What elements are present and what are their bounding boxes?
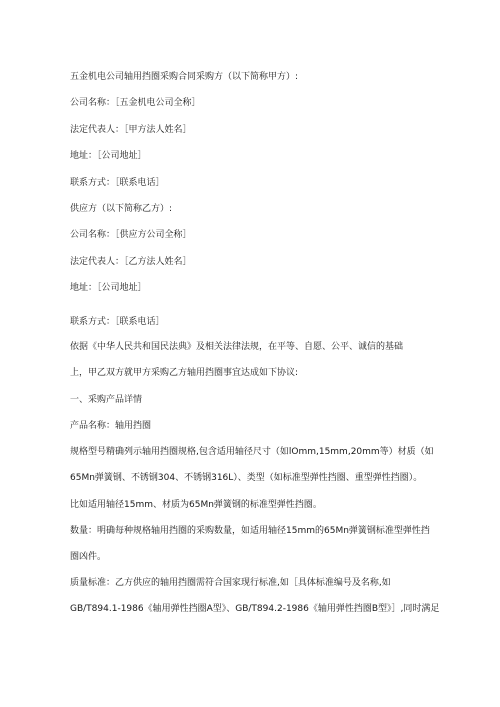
section-1-heading: 一、采购产品详情 [70, 395, 143, 405]
party-b-contact: 联系方式：［联系电话］ [70, 317, 165, 327]
party-b-legal-representative: 法定代表人：［乙方法人姓名］ [70, 257, 192, 267]
party-a-contact: 联系方式：［联系电话］ [70, 178, 165, 188]
party-a-address: 地址：［公司地址］ [70, 151, 147, 161]
spec-paragraph-line-3: 比如适用轴径15mm、材质为65Mn弹簧钢的标准型弹性挡圈。 [70, 500, 322, 510]
party-a-legal-representative: 法定代表人：［甲方法人姓名］ [70, 125, 192, 135]
quality-paragraph-line-1: 质量标准：乙方供应的轴用挡圈需符合国家现行标准,如［具体标准编号及名称,如 [70, 578, 391, 588]
quantity-paragraph-line-1: 数量：明确每种规格轴用挡圈的采购数量，如适用轴径15mm的65Mn弹簧钢标准型弹性挡 [70, 526, 430, 536]
party-b-address: 地址：［公司地址］ [70, 283, 147, 293]
quality-paragraph-line-2: GB/T894.1-1986《轴用弹性挡圈A型》、GB/T894.2-1986《轴用弹性挡圈B型》］,同时满足 [70, 604, 440, 614]
spec-paragraph-line-2: 65Mn弹簧钢、不锈钢304、不锈钢316L）、类型（如标准型弹性挡圈、重型弹性挡圈）。 [70, 473, 423, 483]
preamble-line-2: 上，甲乙双方就甲方采购乙方轴用挡圈事宜达成如下协议: [70, 368, 299, 378]
supplier-heading: 供应方（以下简称乙方）: [70, 204, 173, 214]
quantity-paragraph-line-2: 圈凶件。 [70, 552, 107, 562]
contract-title-purchaser-heading: 五金机电公司轴用挡圈采购合同采购方（以下简称甲方）: [70, 72, 299, 82]
spec-paragraph-line-1: 规格型号精确列示轴用挡圈规格,包含适用轴径尺寸（如lOmm,15mm,20mm等）材质（如 [70, 447, 434, 457]
preamble-line-1: 依据《中华人民共和国民法典》及相关法律法规，在平等、自愿、公平、诚信的基础 [70, 342, 404, 352]
party-a-company-name: 公司名称：［五金机电公司全称］ [70, 98, 201, 108]
party-b-company-name: 公司名称：［供应方公司全称］ [70, 230, 192, 240]
product-name: 产品名称：轴用挡圈 [70, 421, 152, 431]
